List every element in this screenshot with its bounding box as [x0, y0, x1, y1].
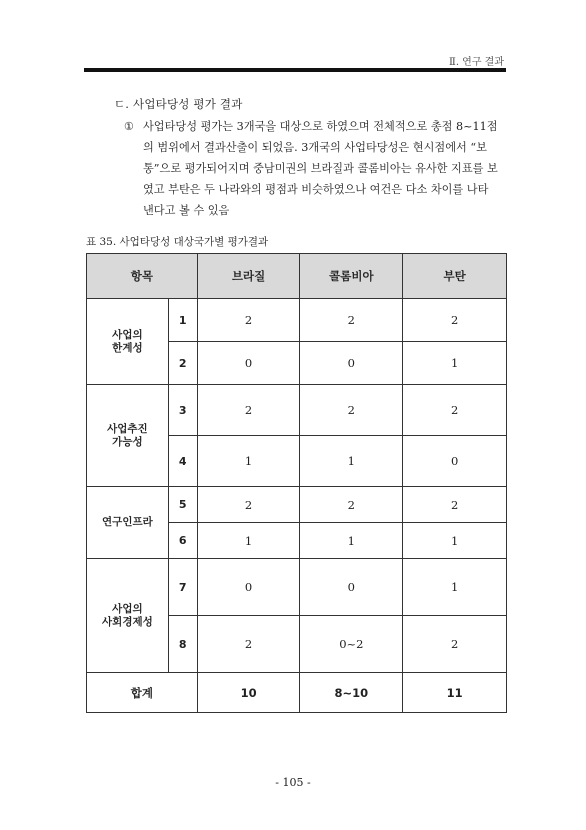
- value-cell: 2: [197, 299, 300, 342]
- item-number: 3: [168, 385, 197, 436]
- total-value: 11: [403, 673, 507, 713]
- paragraph-line: 의 범위에서 결과산출이 되었음. 3개국의 사업타당성은 현시점에서 “보: [143, 141, 487, 154]
- paragraph-line: 통”으로 평가되어지며 중남미권의 브라질과 콜롬비아는 유사한 지표를 보: [143, 162, 498, 175]
- header-rule: [84, 68, 506, 72]
- value-cell: 0: [300, 559, 403, 616]
- value-cell: 2: [403, 385, 507, 436]
- item-number: 4: [168, 436, 197, 487]
- value-cell: 2: [300, 385, 403, 436]
- value-cell: 2: [197, 385, 300, 436]
- value-cell: 2: [403, 299, 507, 342]
- category-cell: [87, 299, 169, 385]
- value-cell: 0: [300, 342, 403, 385]
- table-row: [87, 299, 507, 342]
- value-cell: 1: [300, 436, 403, 487]
- total-row: [87, 673, 507, 713]
- table-caption: 표 35. 사업타당성 대상국가별 평가결과: [86, 236, 269, 248]
- table-row: [87, 559, 507, 616]
- paragraph-line: 였고 부탄은 두 나라와의 평점과 비슷하였으나 여건은 다소 차이를 나타: [143, 183, 489, 196]
- category-line: 사업추진: [107, 422, 148, 435]
- category-line: 한계성: [112, 341, 143, 354]
- item-number: 1: [168, 299, 197, 342]
- category-line: 가능성: [112, 435, 143, 448]
- value-cell: 1: [403, 559, 507, 616]
- value-cell: 2: [300, 299, 403, 342]
- value-cell: 2: [403, 616, 507, 673]
- category-cell: [87, 559, 169, 673]
- item-number: 5: [168, 487, 197, 523]
- item-number: 2: [168, 342, 197, 385]
- value-cell: 2: [300, 487, 403, 523]
- value-cell: 1: [403, 342, 507, 385]
- value-cell: 0: [403, 436, 507, 487]
- header-brazil: 브라질: [197, 254, 300, 299]
- table-row: [87, 385, 507, 436]
- paragraph-marker: ①: [124, 120, 135, 133]
- category-line: 사업의: [112, 602, 143, 615]
- header-colombia: 콜롬비아: [300, 254, 403, 299]
- paragraph-line: 사업타당성 평가는 3개국을 대상으로 하였으며 전체적으로 총점 8~11점: [143, 120, 498, 133]
- paragraph-line: 낸다고 볼 수 있음: [143, 204, 230, 217]
- header-item: 항목: [87, 254, 198, 299]
- header-bhutan: 부탄: [403, 254, 507, 299]
- table-row: [87, 487, 507, 523]
- body-paragraph: [124, 116, 508, 221]
- total-value: 8~10: [300, 673, 403, 713]
- value-cell: 1: [197, 436, 300, 487]
- value-cell: 0~2: [300, 616, 403, 673]
- value-cell: 2: [197, 487, 300, 523]
- total-label: 합계: [87, 673, 198, 713]
- item-number: 8: [168, 616, 197, 673]
- category-line: 연구인프라: [102, 516, 153, 528]
- item-number: 6: [168, 523, 197, 559]
- category-line: 사업의: [112, 328, 143, 341]
- value-cell: 1: [300, 523, 403, 559]
- category-line: 사회경제성: [102, 615, 153, 628]
- value-cell: 0: [197, 342, 300, 385]
- category-cell: [87, 487, 169, 559]
- table-header-row: [87, 254, 507, 299]
- category-cell: [87, 385, 169, 487]
- chapter-header: Ⅱ. 연구 결과: [449, 57, 504, 68]
- section-title: ㄷ. 사업타당성 평가 결과: [114, 97, 243, 111]
- total-value: 10: [197, 673, 300, 713]
- value-cell: 2: [197, 616, 300, 673]
- value-cell: 1: [403, 523, 507, 559]
- value-cell: 1: [197, 523, 300, 559]
- page-number: - 105 -: [275, 776, 311, 789]
- item-number: 7: [168, 559, 197, 616]
- evaluation-table: [86, 253, 507, 713]
- value-cell: 2: [403, 487, 507, 523]
- value-cell: 0: [197, 559, 300, 616]
